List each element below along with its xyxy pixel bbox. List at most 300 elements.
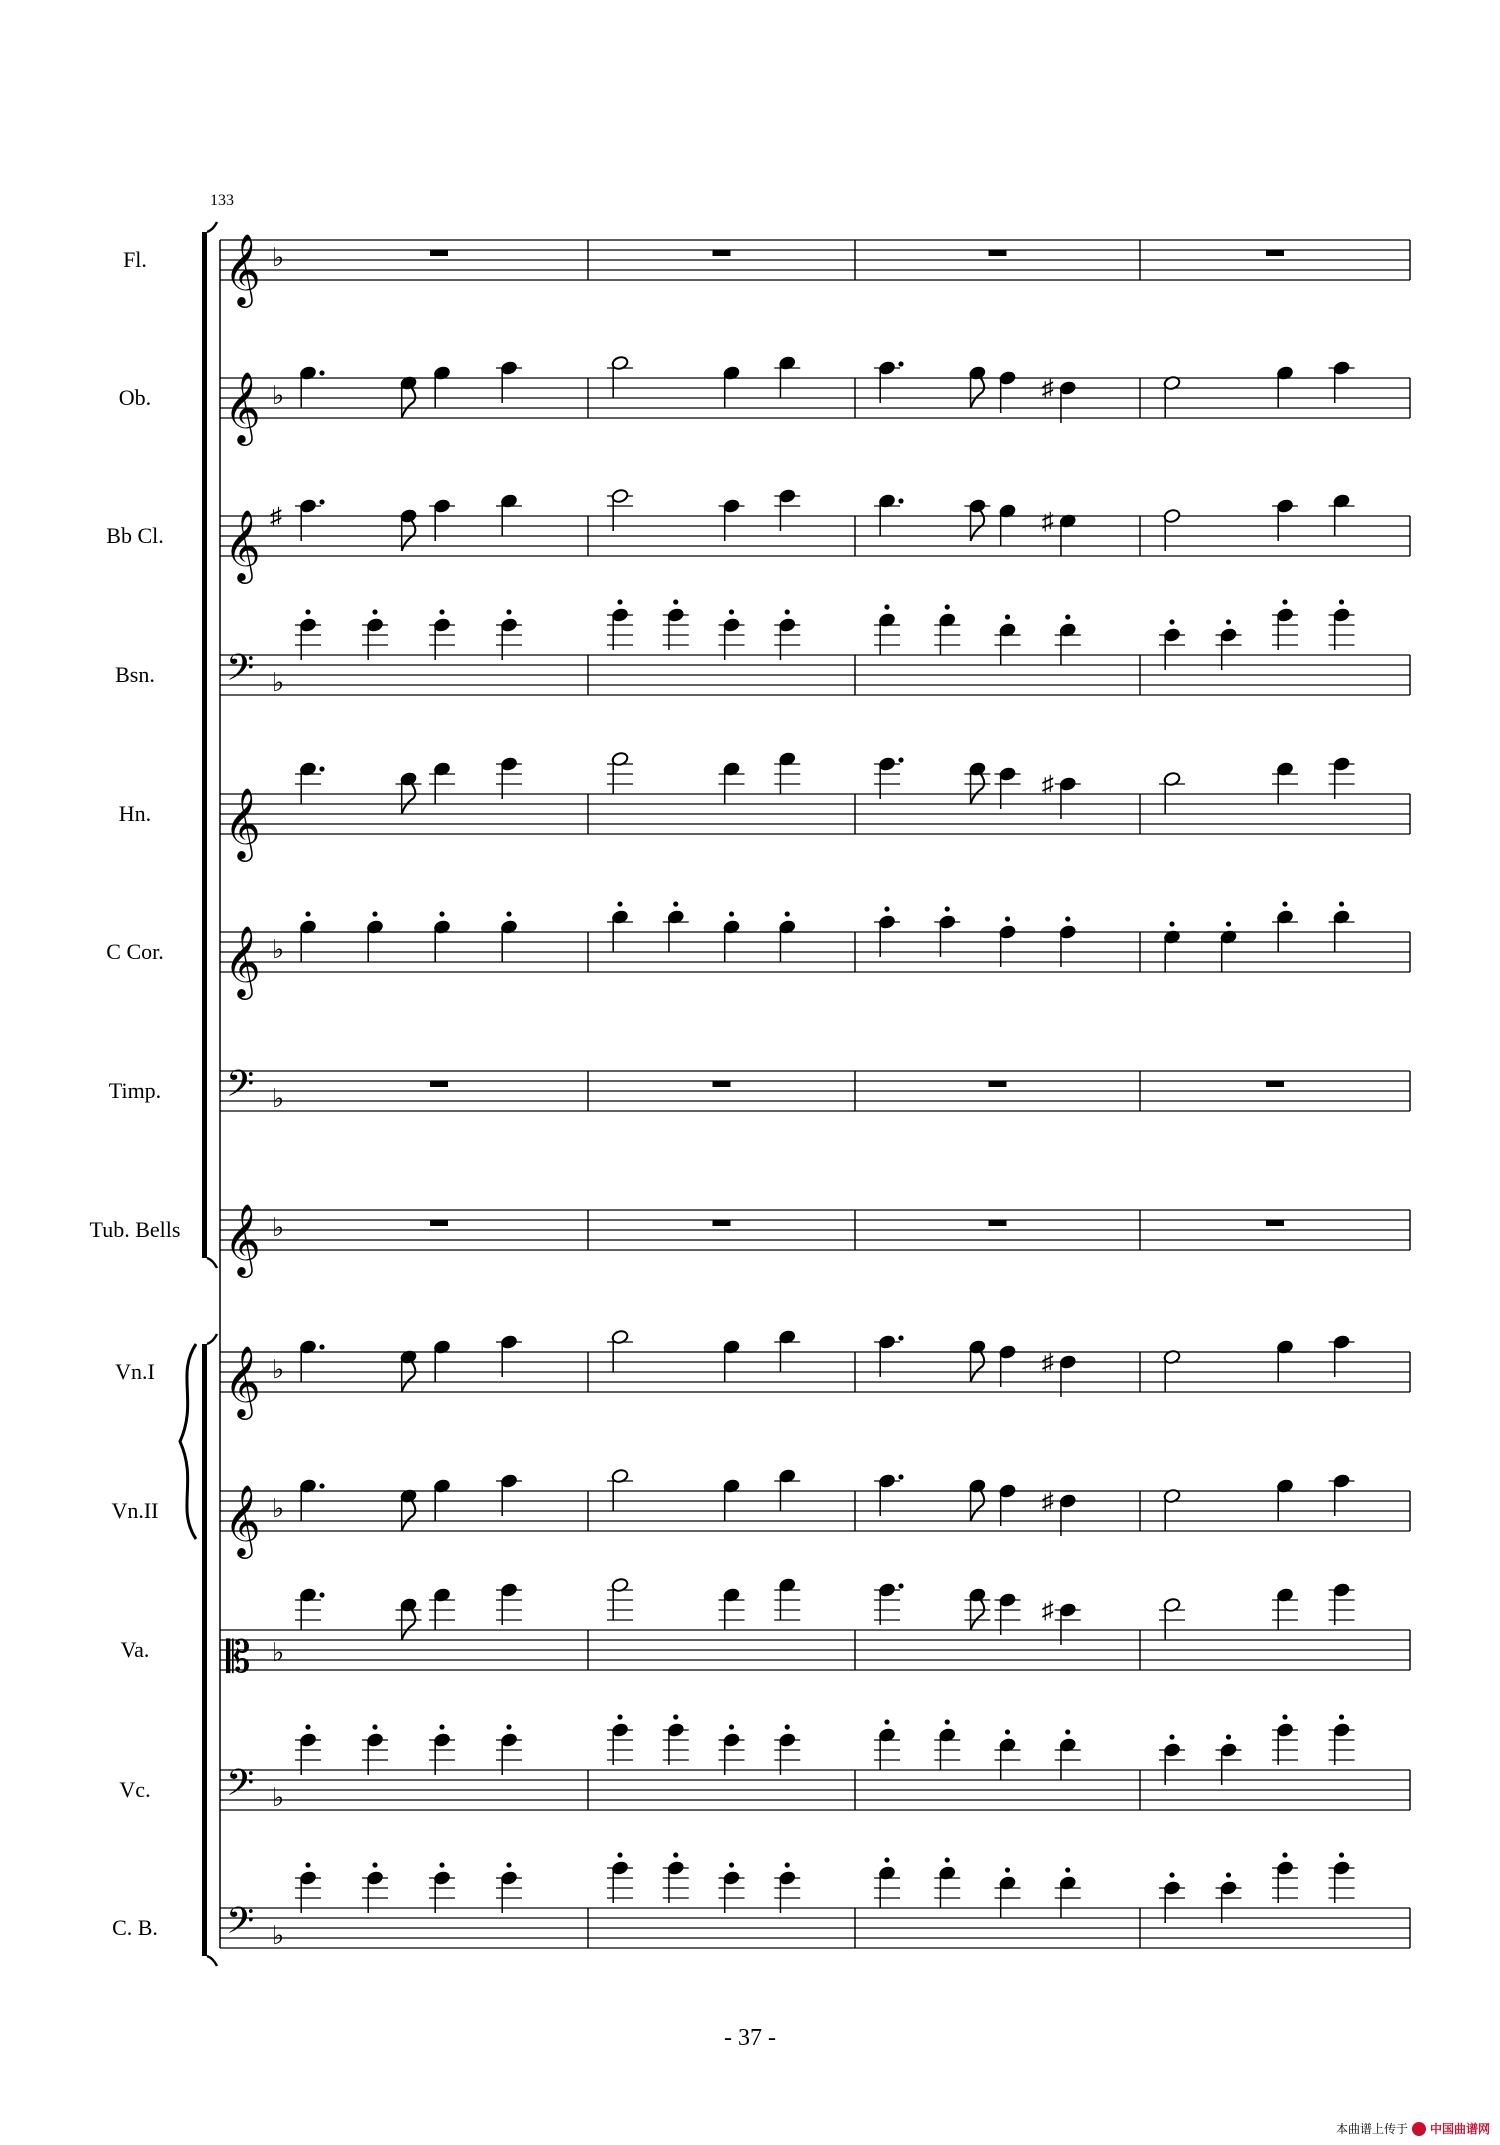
note [1329,1334,1355,1377]
staff-system [90,222,1410,1966]
key-flat-icon: ♭ [272,1494,285,1523]
note [400,375,418,418]
note [1163,375,1181,418]
staccato-dot [673,1852,678,1857]
flag [402,1501,416,1531]
note [1159,771,1185,814]
key-flat-icon: ♭ [272,668,285,697]
note [1329,493,1355,536]
note [874,360,904,403]
note [1329,1473,1355,1516]
staff-va- [121,1577,1410,1682]
note [1329,756,1355,799]
note [719,609,745,660]
treble-clef-icon: 𝄞 [224,1206,261,1274]
staff-hn- [119,751,1410,862]
note [934,1719,960,1770]
flag [971,378,985,408]
staccato-dot [729,911,734,916]
bass-clef-icon: 𝄢 [226,1763,255,1812]
note [496,1724,522,1775]
staccato-dot [506,609,511,614]
whole-rest-icon [1266,1081,1284,1087]
note [1272,1587,1298,1630]
note [1272,498,1298,541]
treble-clef-icon: 𝄞 [224,236,261,304]
treble-clef-icon: 𝄞 [224,1487,261,1555]
measure-number: 133 [210,192,234,209]
note [433,1478,451,1521]
staccato-dot [945,604,950,609]
flag [971,774,985,804]
staccato-dot [617,599,622,604]
instrument-label: Fl. [123,247,147,272]
note [1042,1350,1077,1397]
staff-vn-ii [111,1468,1410,1559]
note [723,365,741,408]
whole-rest-icon [713,250,731,256]
staccato-dot [729,1724,734,1729]
note [607,355,633,398]
note [295,498,325,541]
note [663,599,689,650]
key-flat-icon: ♭ [272,935,285,964]
staccato-dot [1169,1734,1174,1739]
bracket-hook-bottom [207,1258,217,1268]
wind-bracket [202,232,207,1258]
note [400,1349,418,1392]
note [1159,1872,1185,1923]
string-bracket [202,1344,207,1956]
staccato-dot [1282,1852,1287,1857]
whole-rest-icon [713,1220,731,1226]
note [1159,619,1185,670]
augmentation-dot [898,1474,903,1479]
footer [1336,2120,1490,2137]
augmentation-dot [319,1592,324,1597]
staccato-dot [1169,921,1174,926]
bass-clef-icon: 𝄢 [226,1901,255,1950]
note [1216,619,1242,670]
note [995,1729,1021,1780]
staccato-dot [1226,1734,1231,1739]
note [1272,1852,1298,1903]
sharp-icon: ♯ [1041,1350,1054,1376]
key-flat-icon: ♭ [272,1213,285,1242]
note [999,1344,1017,1387]
note [774,609,800,660]
alto-clef-icon: 𝄡 [226,1633,251,1682]
staccato-dot [785,1724,790,1729]
note [874,1334,904,1377]
key-flat-icon: ♭ [272,243,285,272]
staccato-dot [506,1862,511,1867]
bracket-hook-top [207,1334,217,1344]
note [429,498,455,541]
note [1163,1488,1181,1531]
whole-rest-icon [1266,250,1284,256]
staccato-dot [439,911,444,916]
note [1329,1714,1355,1765]
note [1163,921,1181,972]
staccato-dot [945,1719,950,1724]
sharp-icon: ♯ [1041,509,1054,535]
note [774,751,800,794]
staccato-dot [1339,901,1344,906]
augmentation-dot [898,361,903,366]
note [429,761,455,804]
treble-clef-icon: 𝄞 [224,1348,261,1416]
staccato-dot [1339,1852,1344,1857]
staccato-dot [1065,1729,1070,1734]
note [1055,614,1081,665]
staccato-dot [1226,921,1231,926]
whole-rest-icon [430,1220,448,1226]
staccato-dot [617,901,622,906]
note [433,911,451,962]
augmentation-dot [319,370,324,375]
staccato-dot [1226,1872,1231,1877]
note [496,1582,522,1625]
staccato-dot [372,911,377,916]
note [723,911,741,962]
note [774,1862,800,1913]
staccato-dot [785,609,790,614]
staccato-dot [884,1857,889,1862]
instrument-label: Hn. [118,801,152,826]
instrument-label: Vn.II [111,1498,159,1523]
note [607,599,633,650]
note [1272,599,1298,650]
note [1042,1598,1081,1645]
staff-c-cor- [106,901,1410,1000]
instrument-label: C Cor. [106,939,164,964]
augmentation-dot [319,499,324,504]
flag [402,388,416,418]
footer-brand[interactable]: 中国曲谱网 [1429,2122,1490,2136]
note [1329,1582,1355,1625]
note [1329,360,1355,403]
instrument-label: Va. [120,1637,150,1662]
key-sharp-icon: ♯ [270,504,282,530]
note [607,751,633,794]
staff-timp- [109,1064,1410,1113]
note [607,1852,633,1903]
note [1329,599,1355,650]
staccato-dot [1005,1867,1010,1872]
note [874,1473,904,1516]
staccato-dot [305,1862,310,1867]
augmentation-dot [898,757,903,762]
note [1276,365,1294,408]
staccato-dot [617,1714,622,1719]
bass-clef-icon: 𝄢 [226,1064,255,1113]
note [874,1857,900,1908]
note [362,1862,388,1913]
note [299,1339,325,1382]
note [874,493,904,536]
staccato-dot [673,1714,678,1719]
staccato-dot [372,609,377,614]
note [295,609,321,660]
staff-vc- [119,1714,1410,1812]
note [778,911,796,962]
note [433,365,451,408]
note [429,1862,455,1913]
staccato-dot [729,1862,734,1867]
note [663,1714,689,1765]
staccato-dot [372,1724,377,1729]
staccato-dot [305,609,310,614]
staccato-dot [884,906,889,911]
sharp-icon: ♯ [1041,376,1054,402]
staccato-dot [617,1852,622,1857]
staff-tub-bells [90,1204,1410,1278]
key-flat-icon: ♭ [272,1921,285,1950]
instrument-label: Timp. [108,1078,162,1103]
note [663,901,689,952]
whole-rest-icon [713,1081,731,1087]
staccato-dot [1282,901,1287,906]
note [874,604,900,655]
note [496,493,522,536]
staccato-dot [1005,916,1010,921]
note [1272,1714,1298,1765]
staccato-dot [305,1724,310,1729]
note [934,604,960,655]
staff-fl- [123,234,1410,308]
staccato-dot [785,1862,790,1867]
whole-rest-icon [989,1081,1007,1087]
note [429,1724,455,1775]
staccato-dot [1169,1872,1174,1877]
augmentation-dot [898,498,903,503]
whole-rest-icon [430,250,448,256]
augmentation-dot [898,1583,903,1588]
note [400,508,418,551]
key-flat-icon: ♭ [272,381,285,410]
note [719,761,745,804]
note [723,1478,741,1521]
treble-clef-icon: 𝄞 [224,374,261,442]
note [607,1577,633,1620]
instrument-label: C. B. [112,1915,158,1940]
key-flat-icon: ♭ [272,1355,285,1384]
note [999,503,1017,546]
staccato-dot [884,604,889,609]
note [774,1577,800,1620]
key-flat-icon: ♭ [272,1638,285,1667]
staccato-dot [439,609,444,614]
note [607,1714,633,1765]
staccato-dot [506,911,511,916]
note [500,911,518,962]
instrument-label: Bb Cl. [106,523,164,548]
instrument-label: Vn.I [115,1359,155,1384]
staccato-dot [506,1724,511,1729]
flag [971,1600,985,1630]
sharp-icon: ♯ [1041,1598,1054,1624]
flag [402,784,416,814]
note [1272,901,1298,952]
staff-bb-cl- [106,488,1410,584]
staccato-dot [673,901,678,906]
note [366,911,384,962]
staccato-dot [1282,1714,1287,1719]
staccato-dot [439,1724,444,1729]
note [1163,1349,1181,1392]
staccato-dot [1065,614,1070,619]
note [874,1582,904,1625]
note [1220,921,1238,972]
note [1042,772,1081,819]
note [607,1468,633,1511]
treble-clef-icon: 𝄞 [224,790,261,858]
augmentation-dot [319,1483,324,1488]
whole-rest-icon [989,1220,1007,1226]
staff-ob- [119,355,1410,446]
note [1055,1867,1081,1918]
staff-bsn- [115,599,1410,697]
staccato-dot [1226,619,1231,624]
instrument-label: Ob. [118,385,152,410]
note [1216,1734,1242,1785]
note [968,365,986,408]
violin-brace [180,1344,196,1539]
staccato-dot [729,609,734,614]
note [295,761,325,804]
augmentation-dot [898,1335,903,1340]
note [874,756,904,799]
note [496,1473,522,1516]
note [433,1339,451,1382]
note [995,1592,1021,1635]
note [774,1329,800,1372]
note [1159,1597,1185,1640]
staccato-dot [439,1862,444,1867]
note [1329,901,1355,952]
note [362,609,388,660]
note [995,766,1021,809]
note [719,498,745,541]
note [964,1587,990,1630]
note [1276,1339,1294,1382]
key-flat-icon: ♭ [272,1084,285,1113]
note [496,1334,522,1377]
note [774,355,800,398]
note [607,488,633,531]
flag [971,1352,985,1382]
staccato-dot [1169,619,1174,624]
note [719,1587,745,1630]
augmentation-dot [319,1344,324,1349]
instrument-label: Bsn. [115,662,155,687]
note [663,1852,689,1903]
augmentation-dot [319,766,324,771]
note [496,1862,522,1913]
page-number: - 37 - [724,2025,776,2051]
note [429,609,455,660]
flag [402,1362,416,1392]
note [1042,376,1077,423]
flag [402,1610,416,1640]
note [1159,1734,1185,1785]
note [1055,1729,1081,1780]
note [295,1587,325,1630]
note [362,1724,388,1775]
note [1216,1872,1242,1923]
staccato-dot [945,1857,950,1862]
sharp-icon: ♯ [1041,1489,1054,1515]
note [299,911,317,962]
staccato-dot [945,906,950,911]
staccato-dot [1282,599,1287,604]
note [496,609,522,660]
staccato-dot [884,1719,889,1724]
note [999,1483,1017,1526]
note [968,1478,986,1521]
note [1276,1478,1294,1521]
staff-vn-i [115,1329,1410,1420]
staccato-dot [1005,1729,1010,1734]
staccato-dot [1005,614,1010,619]
note [995,1867,1021,1918]
brand-logo-icon [1412,2122,1426,2136]
note [1042,1489,1077,1536]
bracket-hook-top [207,222,217,232]
note [400,1488,418,1531]
staccato-dot [1339,1714,1344,1719]
note [299,365,325,408]
staccato-dot [785,911,790,916]
whole-rest-icon [430,1081,448,1087]
note [874,1719,900,1770]
key-flat-icon: ♭ [272,1783,285,1812]
note [968,1339,986,1382]
staccato-dot [1065,916,1070,921]
note [396,771,422,814]
bass-clef-icon: 𝄢 [226,648,255,697]
note [429,1587,455,1630]
staccato-dot [1339,599,1344,604]
note [723,1339,741,1382]
treble-clef-icon: 𝄞 [224,928,261,996]
instrument-label: Tub. Bells [89,1217,181,1242]
note [607,901,633,952]
note [496,360,522,403]
treble-clef-icon: 𝄞 [224,512,261,580]
note [295,1724,321,1775]
staccato-dot [372,1862,377,1867]
note [396,1597,422,1640]
whole-rest-icon [1266,1220,1284,1226]
instrument-label: Vc. [119,1777,151,1802]
sharp-icon: ♯ [1041,772,1054,798]
staccato-dot [673,599,678,604]
note [299,1478,325,1521]
flag [971,1491,985,1521]
note [999,370,1017,413]
staff-c-b- [112,1852,1410,1950]
note [964,498,990,541]
note [1329,1852,1355,1903]
note [719,1724,745,1775]
note [496,756,522,799]
note [607,1329,633,1372]
staccato-dot [1065,1867,1070,1872]
note [995,614,1021,665]
staccato-dot [305,911,310,916]
